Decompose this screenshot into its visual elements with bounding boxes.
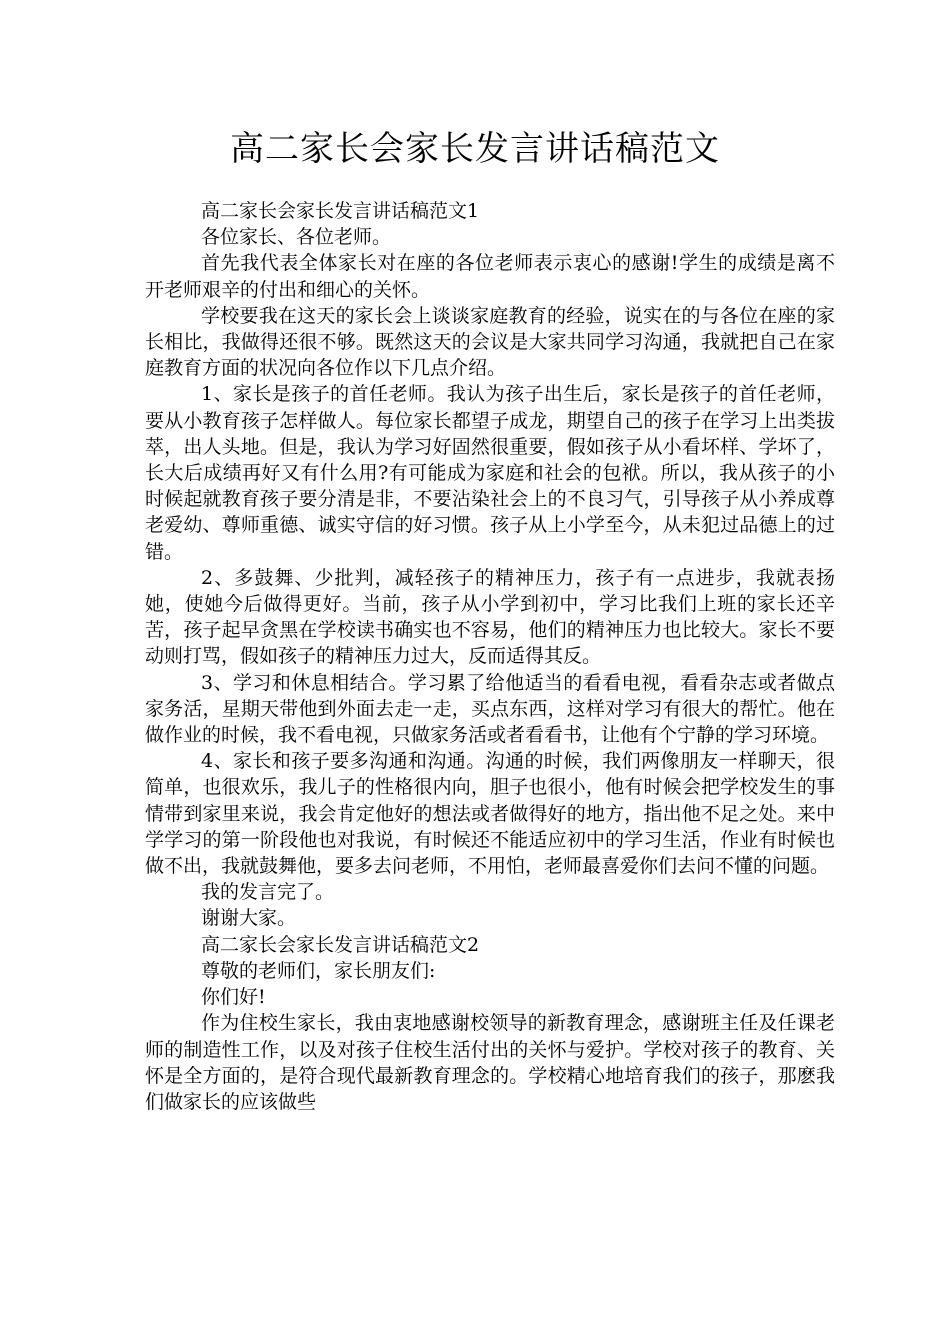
section-heading-1: 高二家长会家长发言讲话稿范文1 <box>201 200 480 222</box>
paragraph-point-4: 4、家长和孩子要多沟通和沟通。沟通的时候，我们两像朋友一样聊天，很简单，也很欢乐，我儿子的性格很内向，胆子也很小，他有时候会把学校发生的事情带到家里来说，我会肯定他好的想法或者做得好的地方，指出他不足之处。来中学学习的第一阶段他也对我说，有时候还不能适应初中的学习生活，作业有时候也做不出，我就鼓舞他，要多去问老师，不用怕，老师最喜爱你们去问不懂的问题。 <box>145 750 835 878</box>
paragraph-intro: 学校要我在这天的家长会上谈谈家庭教育的经验，说实在的与各位在座的家长相比，我做得还很不够。既然这天的会议是大家共同学习沟通，我就把自己在家庭教育方面的状况向各位作以下几点介绍。 <box>145 304 835 380</box>
document-title: 高二家长会家长发言讲话稿范文 <box>230 129 720 169</box>
closing-line: 我的发言完了。 <box>201 881 335 904</box>
paragraph-boarding: 作为住校生家长，我由衷地感谢校领导的新教育理念，感谢班主任及任课老师的制造性工作，以及对孩子住校生活付出的关怀与爱护。学校对孩子的教育、关怀是全方面的，是符合现代最新教育理念的。学校精心地培育我们的孩子，那麽我们做家长的应该做些 <box>145 1012 835 1113</box>
salutation-1: 各位家长、各位老师。 <box>201 226 392 249</box>
thanks-line: 谢谢大家。 <box>201 907 297 930</box>
greeting-line: 你们好! <box>201 986 266 1009</box>
paragraph-thanks: 首先我代表全体家长对在座的各位老师表示衷心的感谢!学生的成绩是离不开老师艰辛的付出和细心的关怀。 <box>145 252 835 301</box>
section-heading-2: 高二家长会家长发言讲话稿范文2 <box>201 933 480 956</box>
paragraph-point-1: 1、家长是孩子的首任老师。我认为孩子出生后，家长是孩子的首任老师，要从小教育孩子怎样做人。每位家长都望子成龙，期望自己的孩子在学习上出类拔萃，出人头地。但是，我认为学习好固然很重要，假如孩子从小看坏样、学坏了，长大后成绩再好又有什么用?有可能成为家庭和社会的包袱。所以，我从孩子的小时候起就教育孩子要分清是非，不要沾染社会上的不良习气，引导孩子从小养成尊老爱幼、尊师重德、诚实守信的好习惯。孩子从上小学至今，从未犯过品德上的过错。 <box>145 383 835 563</box>
salutation-2: 尊敬的老师们，家长朋友们: <box>201 959 436 982</box>
document-body <box>145 198 835 1115</box>
paragraph-point-2: 2、多鼓舞、少批判，减轻孩子的精神压力，孩子有一点进步，我就表扬她，使她今后做得更好。当前，孩子从小学到初中，学习比我们上班的家长还辛苦，孩子起早贪黑在学校读书确实也不容易，他们的精神压力也比较大。家长不要动则打骂，假如孩子的精神压力过大，反而适得其反。 <box>145 566 835 668</box>
paragraph-point-3: 3、学习和休息相结合。学习累了给他适当的看看电视，看看杂志或者做点家务活，星期天带他到外面去走一走，买点东西，这样对学习有很大的帮忙。他在做作业的时候，我不看电视，只做家务活或者看看书，让他有个宁静的学习环境。 <box>145 671 835 747</box>
